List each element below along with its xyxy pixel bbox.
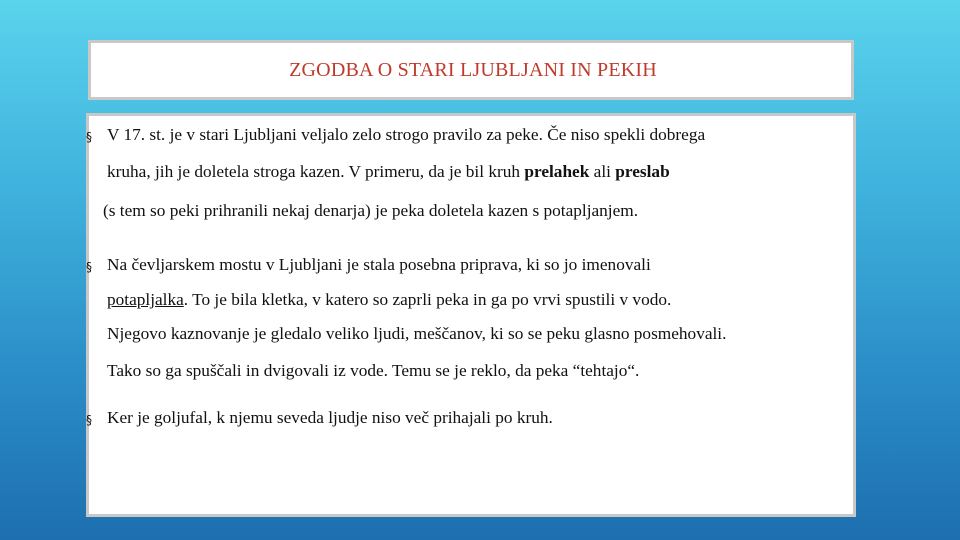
paragraph-2-line-1: Na čevljarskem mostu v Ljubljani je stala posebna priprava, ki so jo imenovali <box>107 255 651 274</box>
paragraph-2-line-2-text: . To je bila kletka, v katero so zaprli peka in ga po vrvi spustili v vodo. <box>183 290 672 309</box>
paragraph-2-line-4: Tako so ga spuščali in dvigovali iz vode. Temu se je reklo, da peka “tehtajo“. <box>107 361 640 380</box>
paragraph-2-line-3: Njegovo kaznovanje je gledalo veliko ljudi, meščanov, ki so se peku glasno posmehovali. <box>107 324 727 343</box>
underlined-word-potapljalka: potapljalka <box>107 290 184 309</box>
title-box <box>88 40 854 100</box>
bullet-icon: § <box>86 413 92 427</box>
bold-word-preslab: preslab <box>615 162 670 181</box>
bullet-icon: § <box>86 130 92 144</box>
slide-title: ZGODBA O STARI LJUBLJANI IN PEKIH <box>289 58 657 81</box>
paragraph-1-line-2 <box>107 162 670 182</box>
paragraph-1-line-3: (s tem so peki prihranili nekaj denarja) je peka doletela kazen s potapljanjem. <box>103 201 639 220</box>
paragraph-1-line-1: V 17. st. je v stari Ljubljani veljalo zelo strogo pravilo za peke. Če niso spekli dobrega <box>107 125 706 144</box>
paragraph-1-line-2-text: kruha, jih je doletela stroga kazen. V primeru, da je bil kruh <box>107 162 525 181</box>
bold-word-prelahek: prelahek <box>524 162 590 181</box>
paragraph-1-line-2-mid: ali <box>589 162 616 181</box>
content-box <box>86 113 856 517</box>
paragraph-3-line-1: Ker je goljufal, k njemu seveda ljudje niso več prihajali po kruh. <box>107 408 553 427</box>
paragraph-2-line-2 <box>107 290 671 310</box>
bullet-icon: § <box>86 260 92 274</box>
